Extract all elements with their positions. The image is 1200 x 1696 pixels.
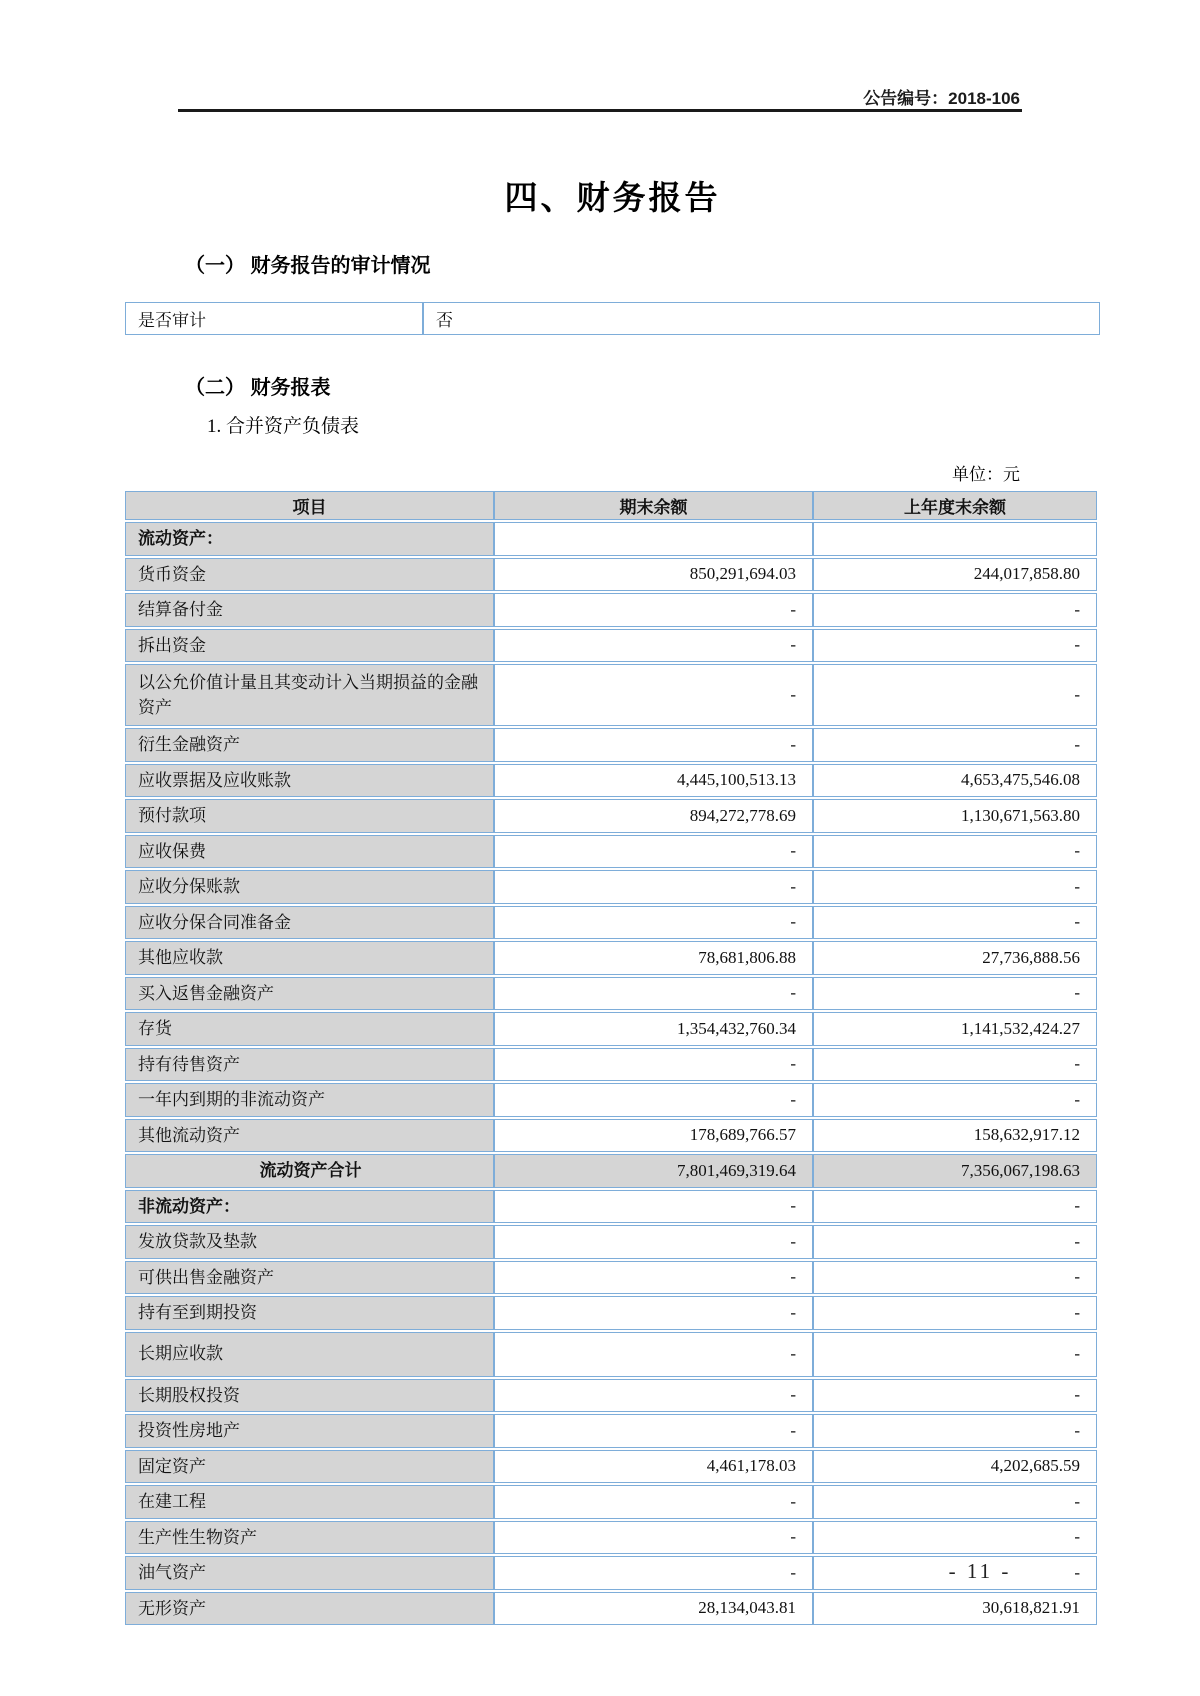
prior-year-value: - xyxy=(813,1379,1097,1413)
row-label: 生产性生物资产 xyxy=(125,1521,494,1555)
balance-sheet-table xyxy=(125,489,1097,1627)
current-period-value: 7,801,469,319.64 xyxy=(494,1154,813,1188)
prior-year-value: 1,141,532,424.27 xyxy=(813,1012,1097,1046)
row-label: 拆出资金 xyxy=(125,629,494,663)
table-row xyxy=(125,558,1097,592)
current-period-value: 78,681,806.88 xyxy=(494,941,813,975)
prior-year-value: 27,736,888.56 xyxy=(813,941,1097,975)
prior-year-value: - xyxy=(813,664,1097,726)
current-period-value: - xyxy=(494,1048,813,1082)
row-label: 非流动资产： xyxy=(125,1190,494,1224)
current-period-value: - xyxy=(494,835,813,869)
table-row xyxy=(125,1450,1097,1484)
table-row xyxy=(125,870,1097,904)
current-period-value: 4,461,178.03 xyxy=(494,1450,813,1484)
prior-year-value: - xyxy=(813,1225,1097,1259)
row-label: 投资性房地产 xyxy=(125,1414,494,1448)
subsection-heading-balance-sheet: 1. 合并资产负债表 xyxy=(207,416,360,437)
row-label: 应收票据及应收账款 xyxy=(125,764,494,798)
column-header: 上年度末余额 xyxy=(813,491,1097,520)
table-row xyxy=(125,799,1097,833)
table-row xyxy=(125,1190,1097,1224)
row-label: 流动资产： xyxy=(125,522,494,556)
prior-year-value: - xyxy=(813,1261,1097,1295)
prior-year-value: - xyxy=(813,1296,1097,1330)
current-period-value: - xyxy=(494,1083,813,1117)
table-row xyxy=(125,1379,1097,1413)
current-period-value: - xyxy=(494,1379,813,1413)
row-label: 衍生金融资产 xyxy=(125,728,494,762)
header-rule xyxy=(178,109,1022,112)
prior-year-value: - xyxy=(813,1485,1097,1519)
prior-year-value: - xyxy=(813,1048,1097,1082)
current-period-value: - xyxy=(494,1521,813,1555)
announcement-number: 公告编号：2018-106 xyxy=(863,89,1020,108)
current-period-value: - xyxy=(494,1556,813,1590)
prior-year-value: - xyxy=(813,728,1097,762)
table-row xyxy=(125,1485,1097,1519)
current-period-value: 28,134,043.81 xyxy=(494,1592,813,1626)
table-row xyxy=(125,1414,1097,1448)
table-row xyxy=(125,1592,1097,1626)
table-row xyxy=(125,906,1097,940)
table-row xyxy=(125,1048,1097,1082)
row-label: 发放贷款及垫款 xyxy=(125,1225,494,1259)
prior-year-value: - xyxy=(813,1414,1097,1448)
audit-row-label: 是否审计 xyxy=(125,302,423,335)
prior-year-value: 30,618,821.91 xyxy=(813,1592,1097,1626)
table-row xyxy=(125,941,1097,975)
row-label: 结算备付金 xyxy=(125,593,494,627)
current-period-value: - xyxy=(494,1190,813,1224)
prior-year-value: - xyxy=(813,835,1097,869)
balance-sheet-body xyxy=(125,491,1097,1625)
table-row xyxy=(125,728,1097,762)
table-row xyxy=(125,593,1097,627)
table-row xyxy=(125,1119,1097,1153)
table-row xyxy=(125,764,1097,798)
row-label: 持有至到期投资 xyxy=(125,1296,494,1330)
prior-year-value: - xyxy=(813,629,1097,663)
row-label: 应收分保合同准备金 xyxy=(125,906,494,940)
row-label: 存货 xyxy=(125,1012,494,1046)
prior-year-value: 4,653,475,546.08 xyxy=(813,764,1097,798)
row-label: 固定资产 xyxy=(125,1450,494,1484)
current-period-value: - xyxy=(494,1296,813,1330)
prior-year-value: - xyxy=(813,1332,1097,1377)
row-label: 油气资产 xyxy=(125,1556,494,1590)
page-number: - 11 - xyxy=(948,1559,1012,1583)
current-period-value: - xyxy=(494,728,813,762)
row-label: 一年内到期的非流动资产 xyxy=(125,1083,494,1117)
unit-label: 单位：元 xyxy=(952,465,1020,484)
current-period-value: - xyxy=(494,664,813,726)
audit-table xyxy=(125,302,1100,335)
prior-year-value: - xyxy=(813,1556,1097,1590)
prior-year-value: - xyxy=(813,977,1097,1011)
prior-year-value: - xyxy=(813,870,1097,904)
current-period-value: - xyxy=(494,593,813,627)
prior-year-value: - xyxy=(813,1083,1097,1117)
table-row xyxy=(125,629,1097,663)
table-row xyxy=(125,1012,1097,1046)
prior-year-value: 7,356,067,198.63 xyxy=(813,1154,1097,1188)
page-title: 四、财务报告 xyxy=(504,179,721,216)
row-label: 流动资产合计 xyxy=(125,1154,494,1188)
audit-table-body xyxy=(125,302,1100,335)
row-label: 买入返售金融资产 xyxy=(125,977,494,1011)
row-label: 应收分保账款 xyxy=(125,870,494,904)
row-label: 以公允价值计量且其变动计入当期损益的金融资产 xyxy=(125,664,494,726)
table-row xyxy=(125,1261,1097,1295)
prior-year-value: - xyxy=(813,593,1097,627)
table-row xyxy=(125,977,1097,1011)
current-period-value: - xyxy=(494,1485,813,1519)
row-label: 其他应收款 xyxy=(125,941,494,975)
row-label: 无形资产 xyxy=(125,1592,494,1626)
prior-year-value: 158,632,917.12 xyxy=(813,1119,1097,1153)
prior-year-value: - xyxy=(813,1521,1097,1555)
row-label: 应收保费 xyxy=(125,835,494,869)
prior-year-value: 1,130,671,563.80 xyxy=(813,799,1097,833)
row-label: 货币资金 xyxy=(125,558,494,592)
prior-year-value: - xyxy=(813,906,1097,940)
row-label: 持有待售资产 xyxy=(125,1048,494,1082)
current-period-value: - xyxy=(494,906,813,940)
prior-year-value: - xyxy=(813,1190,1097,1224)
row-label: 其他流动资产 xyxy=(125,1119,494,1153)
current-period-value: - xyxy=(494,870,813,904)
prior-year-value xyxy=(813,522,1097,556)
current-period-value: - xyxy=(494,977,813,1011)
prior-year-value: 4,202,685.59 xyxy=(813,1450,1097,1484)
row-label: 长期应收款 xyxy=(125,1332,494,1377)
current-period-value: - xyxy=(494,1332,813,1377)
current-period-value: - xyxy=(494,629,813,663)
current-period-value: 850,291,694.03 xyxy=(494,558,813,592)
table-row xyxy=(125,664,1097,726)
prior-year-value: 244,017,858.80 xyxy=(813,558,1097,592)
row-label: 在建工程 xyxy=(125,1485,494,1519)
current-period-value: 178,689,766.57 xyxy=(494,1119,813,1153)
column-header: 项目 xyxy=(125,491,494,520)
table-row xyxy=(125,1521,1097,1555)
current-period-value: - xyxy=(494,1261,813,1295)
table-row xyxy=(125,835,1097,869)
row-label: 可供出售金融资产 xyxy=(125,1261,494,1295)
current-period-value: 1,354,432,760.34 xyxy=(494,1012,813,1046)
table-row xyxy=(125,522,1097,556)
section-heading-statements: （二） 财务报表 xyxy=(185,377,331,399)
current-period-value: - xyxy=(494,1414,813,1448)
current-period-value xyxy=(494,522,813,556)
table-row xyxy=(125,302,1100,335)
current-period-value: 894,272,778.69 xyxy=(494,799,813,833)
table-row xyxy=(125,1083,1097,1117)
table-row xyxy=(125,1296,1097,1330)
table-row xyxy=(125,1154,1097,1188)
column-header: 期末余额 xyxy=(494,491,813,520)
current-period-value: - xyxy=(494,1225,813,1259)
row-label: 长期股权投资 xyxy=(125,1379,494,1413)
current-period-value: 4,445,100,513.13 xyxy=(494,764,813,798)
row-label: 预付款项 xyxy=(125,799,494,833)
section-heading-audit: （一） 财务报告的审计情况 xyxy=(185,255,431,277)
audit-row-value: 否 xyxy=(423,302,1100,335)
table-row xyxy=(125,1332,1097,1377)
balance-sheet-header-row xyxy=(125,491,1097,520)
table-row xyxy=(125,1225,1097,1259)
